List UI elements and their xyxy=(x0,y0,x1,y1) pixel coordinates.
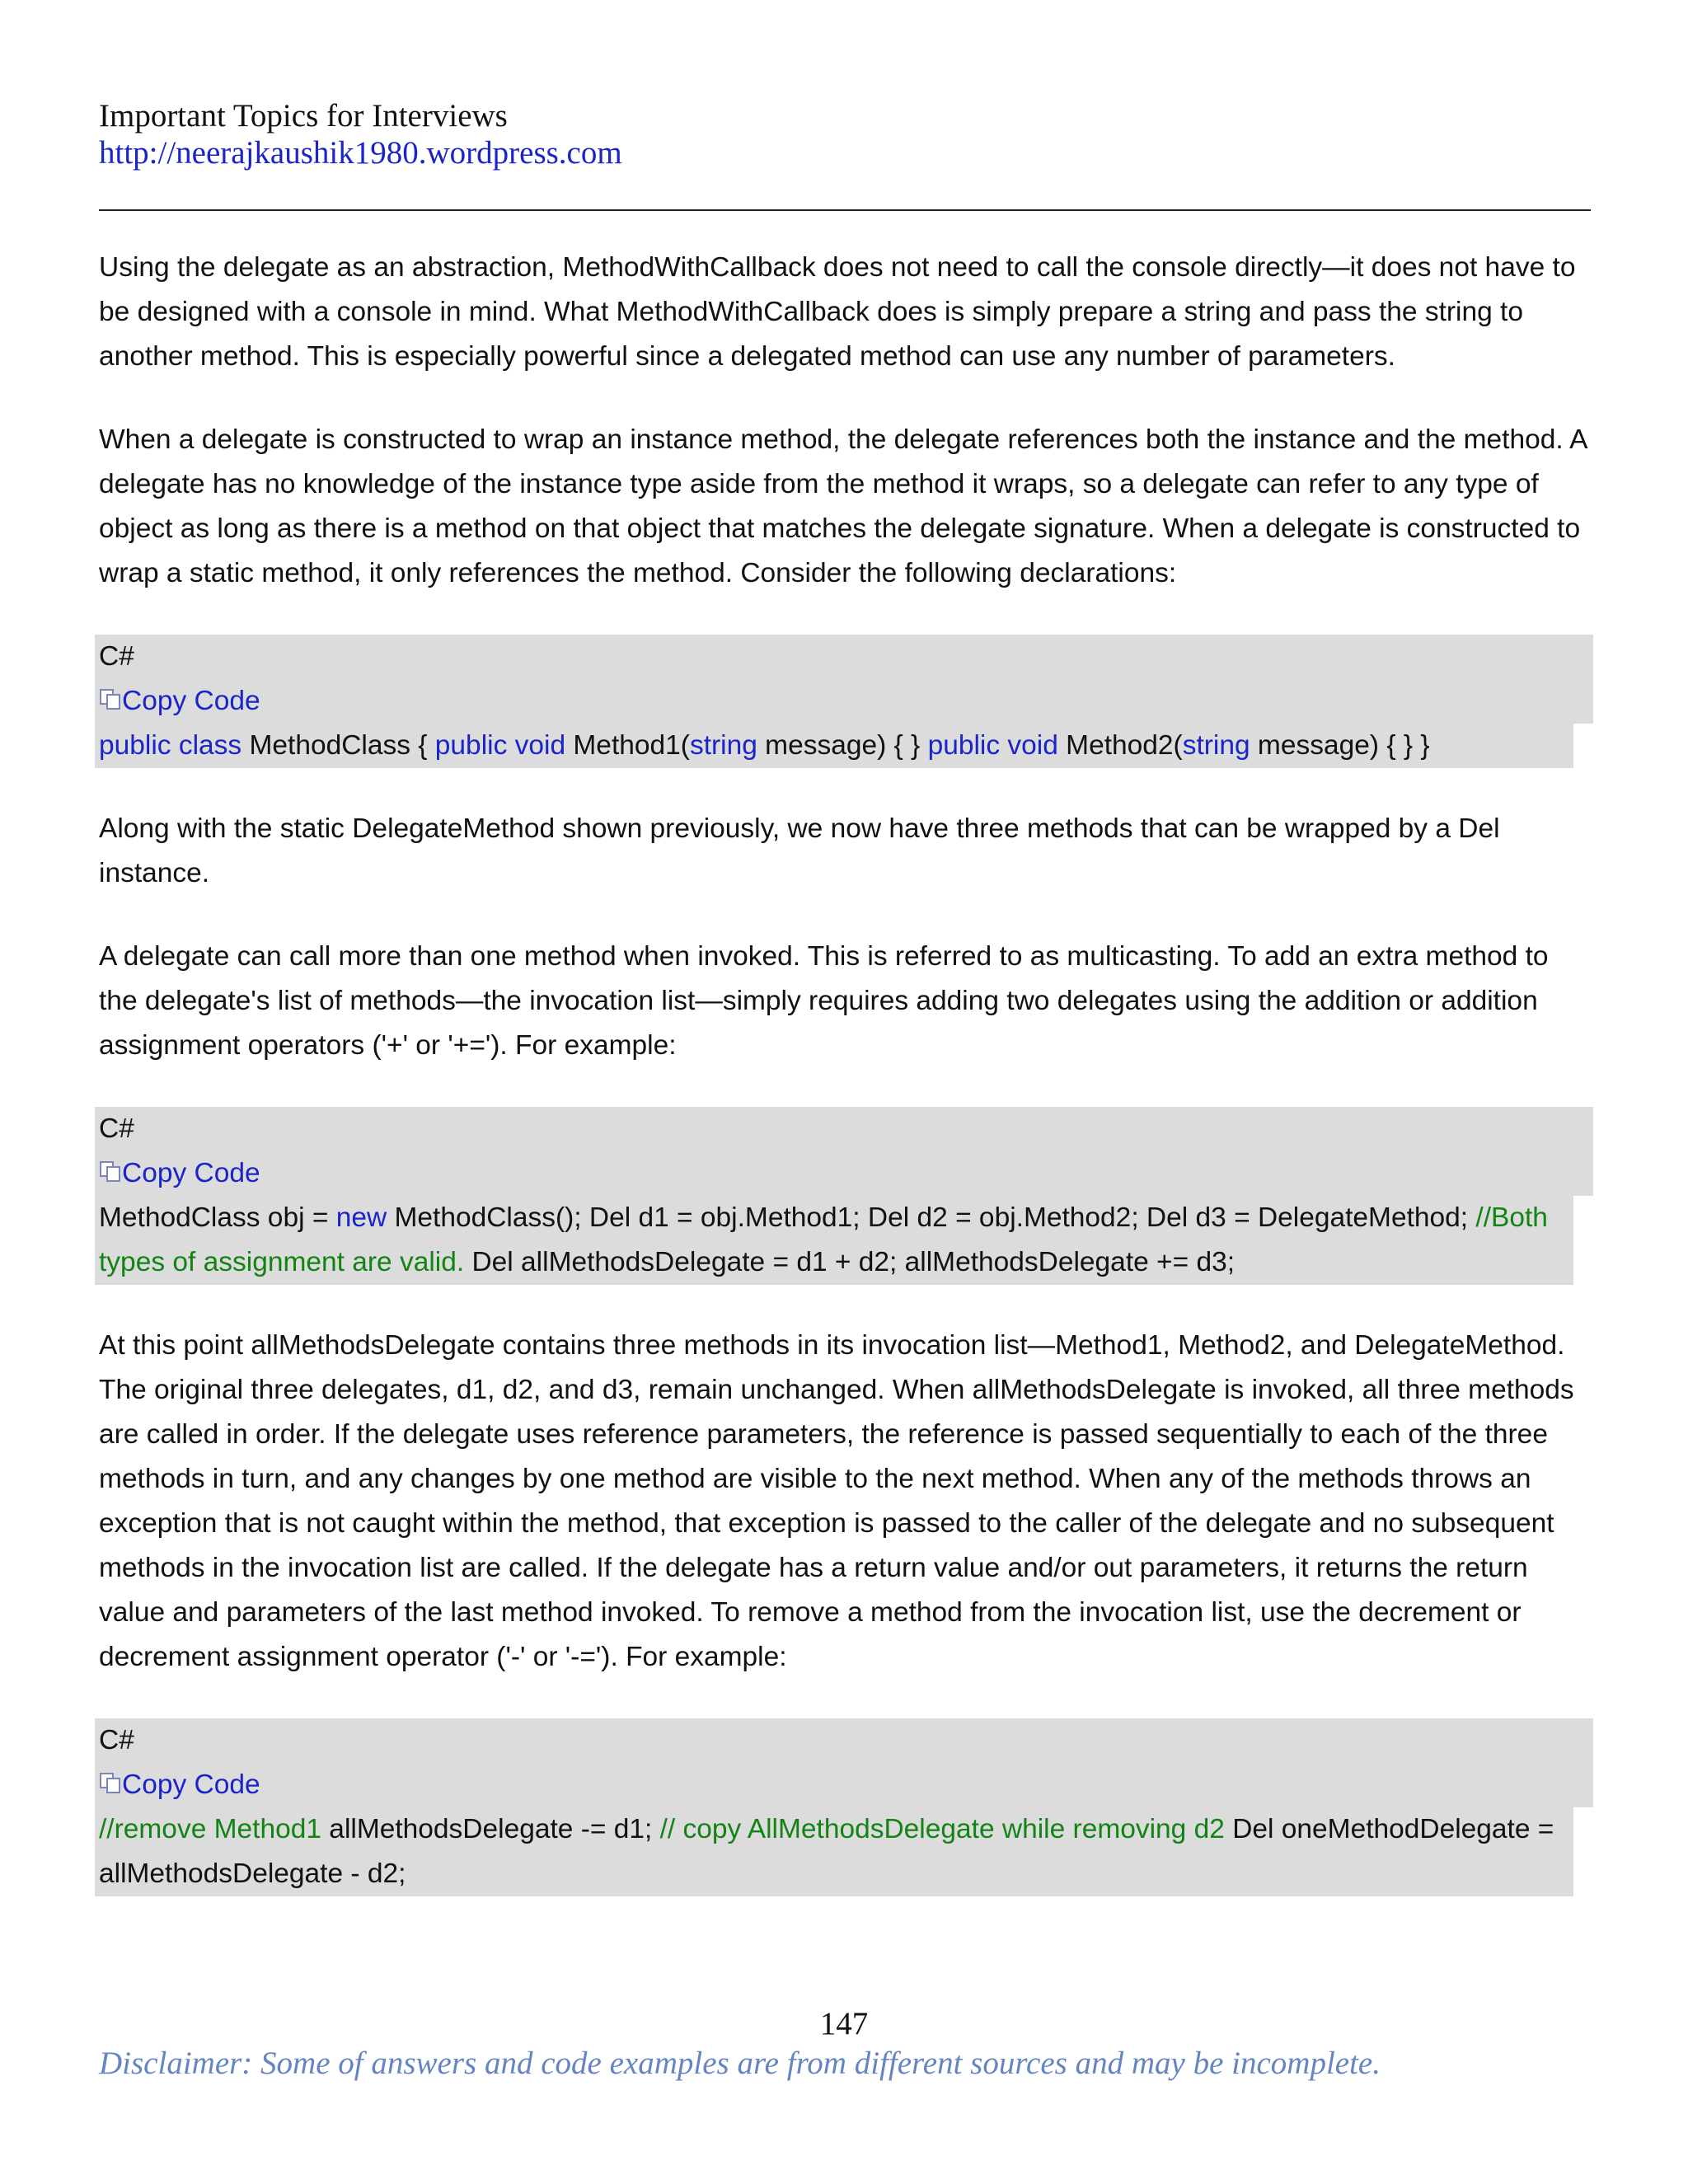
code-block-3 xyxy=(95,1718,1592,1896)
disclaimer-text: Disclaimer: Some of answers and code examples are from different sources and may be incomplete. xyxy=(99,2046,1381,2081)
page-header xyxy=(99,97,1591,171)
code-keyword: string xyxy=(1182,730,1250,761)
code-segment: MethodClass obj = xyxy=(99,1202,336,1233)
paragraph-1: Using the delegate as an abstraction, MethodWithCallback does not need to call the console directly—it does not have to be designed with a console in mind. What MethodWithCallback does is simply prepare a string and pass the string to another method. This is especially powerful since a delegated method can use any number of parameters. xyxy=(99,252,1576,372)
code-block-2 xyxy=(95,1107,1592,1285)
code-keyword: string xyxy=(689,730,757,761)
copy-code-label[interactable]: Copy Code xyxy=(122,1769,260,1800)
code-segment: MethodClass { xyxy=(241,730,435,761)
code-keyword: public void xyxy=(434,730,566,761)
code-keyword: public class xyxy=(99,730,242,761)
code-language-label: C# xyxy=(99,1113,134,1144)
code-text xyxy=(99,724,1588,768)
paragraph-3: Along with the static DelegateMethod shown previously, we now have three methods that can be wrapped by a Del instance. xyxy=(99,813,1500,888)
paragraph-4: A delegate can call more than one method when invoked. This is referred to as multicasting. To add an extra method to the delegate's list of methods—the invocation list—simply requires adding two delegates using the addition or addition assignment operators ('+' or '+='). For example: xyxy=(99,941,1549,1061)
page-number: 147 xyxy=(819,2006,869,2041)
copy-icon[interactable] xyxy=(99,688,120,708)
header-divider xyxy=(99,209,1591,211)
header-title: Important Topics for Interviews xyxy=(99,98,508,134)
code-block-1 xyxy=(95,635,1592,768)
copy-code-label[interactable]: Copy Code xyxy=(122,686,260,716)
code-segment: allMethodsDelegate -= d1; xyxy=(321,1814,660,1844)
code-text xyxy=(99,1196,1588,1285)
code-keyword: public void xyxy=(927,730,1058,761)
code-segment: message) { } } xyxy=(1250,730,1430,761)
code-segment: Method1( xyxy=(565,730,690,761)
code-language-label: C# xyxy=(99,1725,134,1755)
header-url-link[interactable]: http://neerajkaushik1980.wordpress.com xyxy=(99,135,622,171)
copy-code-link[interactable] xyxy=(99,679,1588,724)
copy-code-link[interactable] xyxy=(99,1763,1588,1807)
code-comment: //Both types of assignment are valid. xyxy=(99,1202,1548,1277)
copy-icon[interactable] xyxy=(99,1160,120,1180)
code-segment: Del oneMethodDelegate = allMethodsDelegate - d2; xyxy=(99,1814,1554,1889)
paragraph-2: When a delegate is constructed to wrap an instance method, the delegate references both the instance and the method. A delegate has no knowledge of the instance type aside from the method it wraps, so a delegate can refer to any type of object as long as there is a method on that object that matches the delegate signature. When a delegate is constructed to wrap a static method, it only references the method. Consider the following declarations: xyxy=(99,424,1587,588)
code-segment: Del allMethodsDelegate = d1 + d2; allMethodsDelegate += d3; xyxy=(464,1247,1236,1277)
code-keyword: new xyxy=(335,1202,387,1233)
copy-icon[interactable] xyxy=(99,1772,120,1792)
paragraph-5: At this point allMethodsDelegate contains three methods in its invocation list—Method1, Method2, and DelegateMethod. The original three delegates, d1, d2, and d3, remain unchanged. When allMethodsDelegate is invoked, all three methods are called in order. If the delegate uses reference parameters, the reference is passed sequentially to each of the three methods in turn, and any changes by one method are visible to the next method. When any of the methods throws an exception that is not caught within the method, that exception is passed to the caller of the delegate and no subsequent methods in the invocation list are called. If the delegate has a return value and/or out parameters, it returns the return value and parameters of the last method invoked. To remove a method from the invocation list, use the decrement or decrement assignment operator ('-' or '-='). For example: xyxy=(99,1330,1574,1672)
code-segment: MethodClass(); Del d1 = obj.Method1; Del d2 = obj.Method2; Del d3 = DelegateMethod; xyxy=(387,1202,1476,1233)
copy-code-label[interactable]: Copy Code xyxy=(122,1158,260,1188)
main-content xyxy=(99,246,1592,1935)
code-language-label: C# xyxy=(99,641,134,672)
code-comment: //remove Method1 xyxy=(99,1814,321,1844)
code-segment: message) { } xyxy=(757,730,928,761)
code-comment: // copy AllMethodsDelegate while removing d2 xyxy=(659,1814,1225,1844)
code-segment: Method2( xyxy=(1057,730,1183,761)
code-text xyxy=(99,1807,1588,1896)
copy-code-link[interactable] xyxy=(99,1151,1588,1196)
